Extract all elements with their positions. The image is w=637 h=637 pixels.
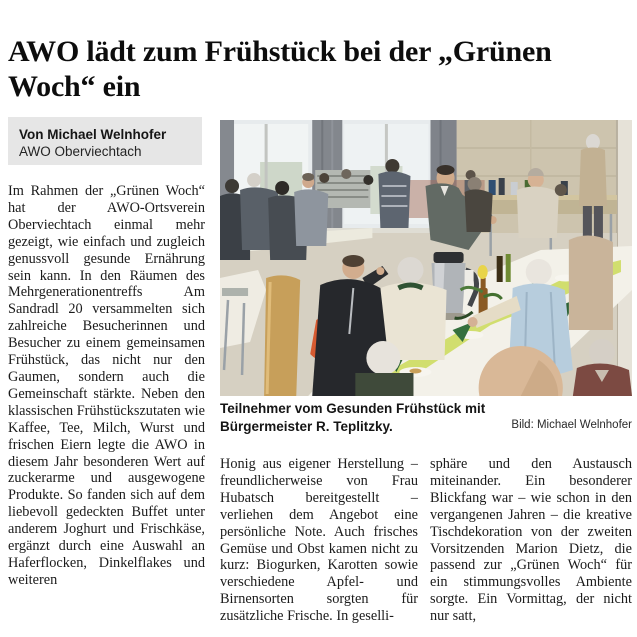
body-column-middle: Honig aus eigener Herstellung – freundlicherweise von Frau Hubatsch bereitgestellt – verliehen dem Angebot eine persönliche Note. Auch frisches Gemüse und Obst kamen nicht zu kurz: Biogurken, Karotten sowie verschiedene Apfel- und Birnensorten sorgten für zusätzliche Frische. In geselli-: [220, 456, 418, 625]
body-column-left: Im Rahmen der „Grünen Woch“ hat der AWO-Ortsverein Oberviechtach einmal mehr gezeigt, wie einfach und zugleich genussvoll gesunde Ernährung sein kann. In den Räumen des Mehrgenerationentreffs Am Sandradl 20 versammelten sich zahlreiche Besucherinnen und Besucher zu einem gemeinsamen Frühstück, das nicht nur den Gaumen, sondern auch die Gemeinschaft stärkte. Neben den klassischen Frühstückszutaten wie Kaffee, Tee, Milch, Wurst und frischen Eiern legte die AWO in diesem Jahr besonderen Wert auf zuckerarme und ausgewogene Produkte. So fanden sich auf dem liebevoll gedeckten Buffet unter anderem Joghurt und Frischkäse, ergänzt durch eine Auswahl an Haferflocken, Dinkelflakes und weiteren: [8, 183, 205, 588]
oil-bottle: [497, 256, 503, 282]
photo-credit: Bild: Michael Welnhofer: [511, 419, 632, 431]
article-headline: AWO lädt zum Frühstück bei der „Grünen Woch“ ein: [8, 35, 552, 104]
vase: [465, 270, 474, 286]
article-photo: [220, 120, 632, 396]
byline-author: Von Michael Welnhofer: [19, 127, 167, 142]
tulip: [478, 265, 488, 279]
bottle: [499, 178, 505, 195]
byline-box: [8, 117, 202, 165]
article-photo-illustration: [220, 120, 632, 396]
thermos-lid: [434, 252, 464, 263]
white-haired-woman: [366, 341, 400, 375]
byline-organization: AWO Oberviechtach: [19, 144, 142, 159]
photo-caption: Teilnehmer vom Gesunden Frühstück mit Bürgermeister R. Teplitzky.: [220, 401, 486, 434]
oil-bottle: [506, 254, 511, 282]
body-column-right: sphäre und den Austausch miteinander. Ein besonderer Blickfang war – wie schon in den vergangenen Jahren – die kreative Tischdekoration von der zweiten Vorsitzenden Marion Dietz, die passend zur „Grünen Woch“ für ein stimmungsvolles Ambiente sorgte. Ein Vormittag, der nicht nur satt,: [430, 456, 632, 625]
photo-caption-block: [220, 400, 632, 440]
